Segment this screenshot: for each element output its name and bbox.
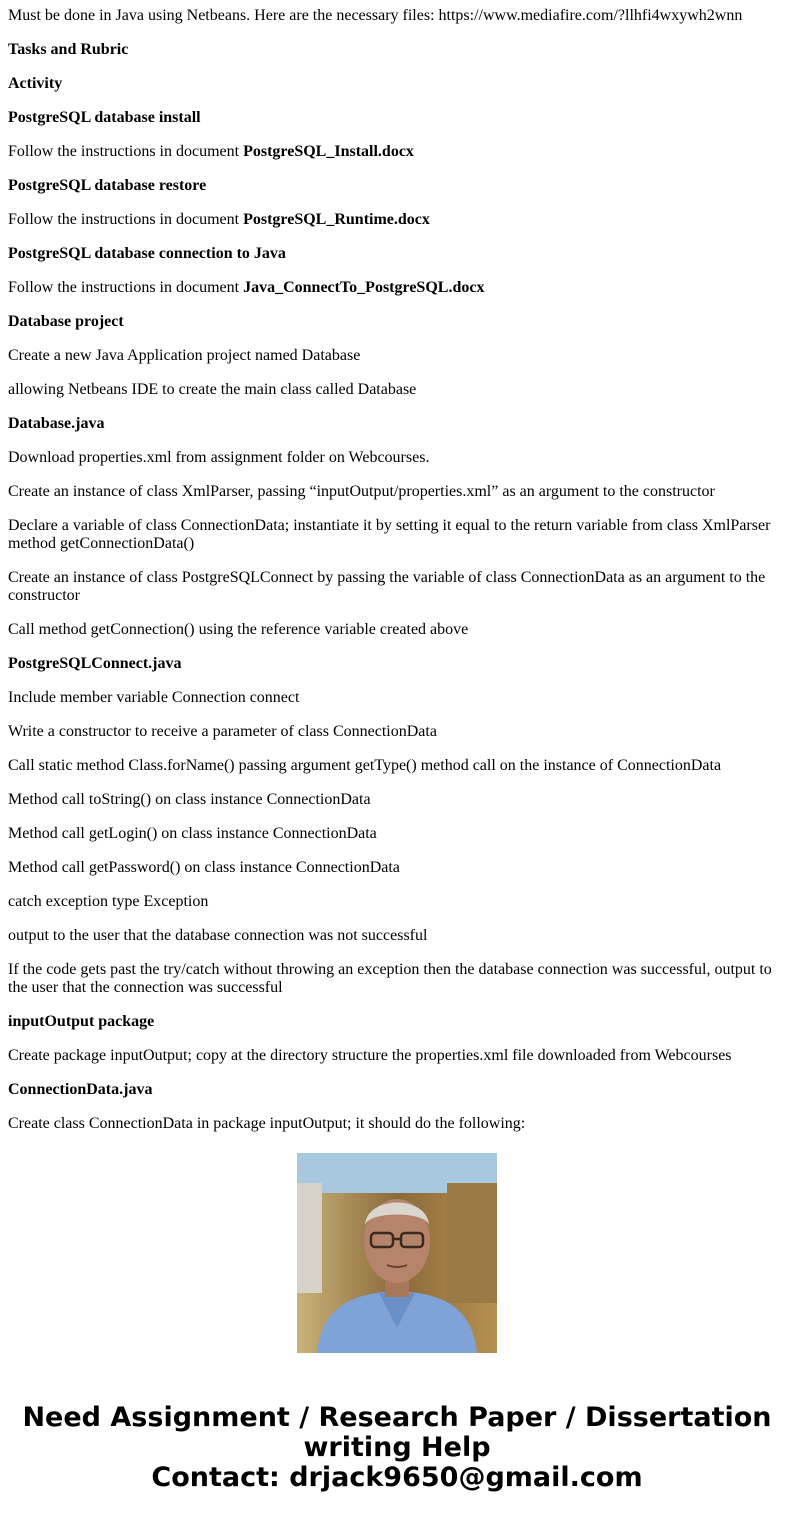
project-step-1: Create a new Java Application project named Database bbox=[8, 347, 361, 364]
pgconnect-step-1: Include member variable Connection connect bbox=[8, 689, 300, 706]
pgconnect-step-2: Write a constructor to receive a parameter of class ConnectionData bbox=[8, 723, 437, 740]
database-step-3: Declare a variable of class ConnectionData; instantiate it by setting it equal to the return variable from class XmlParser method getConnectionData() bbox=[8, 517, 771, 552]
install-instruction: Follow the instructions in document PostgreSQL_Install.docx bbox=[8, 143, 414, 160]
heading-connection: PostgreSQL database connection to Java bbox=[8, 245, 286, 262]
pgconnect-step-4: Method call toString() on class instance ConnectionData bbox=[8, 791, 371, 808]
heading-pgconnect: PostgreSQLConnect.java bbox=[8, 655, 182, 672]
heading-database-java: Database.java bbox=[8, 415, 105, 432]
footer-line-2: writing Help bbox=[303, 1432, 491, 1463]
database-step-4: Create an instance of class PostgreSQLConnect by passing the variable of class ConnectionData as an argument to the constructor bbox=[8, 569, 766, 604]
avatar bbox=[297, 1153, 497, 1353]
pgconnect-step-9: If the code gets past the try/catch without throwing an exception then the database connection was successful, output to the user that the connection was successful bbox=[8, 961, 772, 996]
heading-inputoutput: inputOutput package bbox=[8, 1013, 155, 1030]
heading-tasks: Tasks and Rubric bbox=[8, 41, 129, 58]
heading-restore: PostgreSQL database restore bbox=[8, 177, 207, 194]
inputoutput-step-1: Create package inputOutput; copy at the directory structure the properties.xml file downloaded from Webcourses bbox=[8, 1047, 732, 1064]
connection-instruction: Follow the instructions in document Java_ConnectTo_PostgreSQL.docx bbox=[8, 279, 485, 296]
database-step-2: Create an instance of class XmlParser, passing “inputOutput/properties.xml” as an argument to the constructor bbox=[8, 483, 715, 500]
footer-line-3: Contact: drjack9650@gmail.com bbox=[151, 1462, 643, 1493]
restore-doc-name: PostgreSQL_Runtime.docx bbox=[243, 211, 430, 228]
pgconnect-step-8: output to the user that the database connection was not successful bbox=[8, 927, 428, 944]
restore-instruction: Follow the instructions in document PostgreSQL_Runtime.docx bbox=[8, 211, 430, 228]
database-step-1: Download properties.xml from assignment folder on Webcourses. bbox=[8, 449, 430, 466]
heading-activity: Activity bbox=[8, 75, 63, 92]
heading-install: PostgreSQL database install bbox=[8, 109, 201, 126]
pgconnect-step-6: Method call getPassword() on class instance ConnectionData bbox=[8, 859, 400, 876]
pgconnect-step-5: Method call getLogin() on class instance ConnectionData bbox=[8, 825, 377, 842]
connectiondata-step-1: Create class ConnectionData in package inputOutput; it should do the following: bbox=[8, 1115, 526, 1132]
database-step-5: Call method getConnection() using the reference variable created above bbox=[8, 621, 469, 638]
contact-footer bbox=[0, 1403, 794, 1493]
footer-line-1: Need Assignment / Research Paper / Dissertation bbox=[22, 1402, 772, 1433]
person-photo-icon bbox=[297, 1153, 497, 1353]
heading-project: Database project bbox=[8, 313, 124, 330]
project-step-2: allowing Netbeans IDE to create the main class called Database bbox=[8, 381, 417, 398]
install-doc-name: PostgreSQL_Install.docx bbox=[243, 143, 414, 160]
pgconnect-step-3: Call static method Class.forName() passing argument getType() method call on the instance of ConnectionData bbox=[8, 757, 722, 774]
intro-text: Must be done in Java using Netbeans. Here are the necessary files: https://www.mediafire.com/?llhfi4wxywh2wnn bbox=[8, 7, 743, 24]
document-body bbox=[8, 0, 786, 1132]
connection-doc-name: Java_ConnectTo_PostgreSQL.docx bbox=[243, 279, 485, 296]
heading-connectiondata: ConnectionData.java bbox=[8, 1081, 153, 1098]
pgconnect-step-7: catch exception type Exception bbox=[8, 893, 209, 910]
